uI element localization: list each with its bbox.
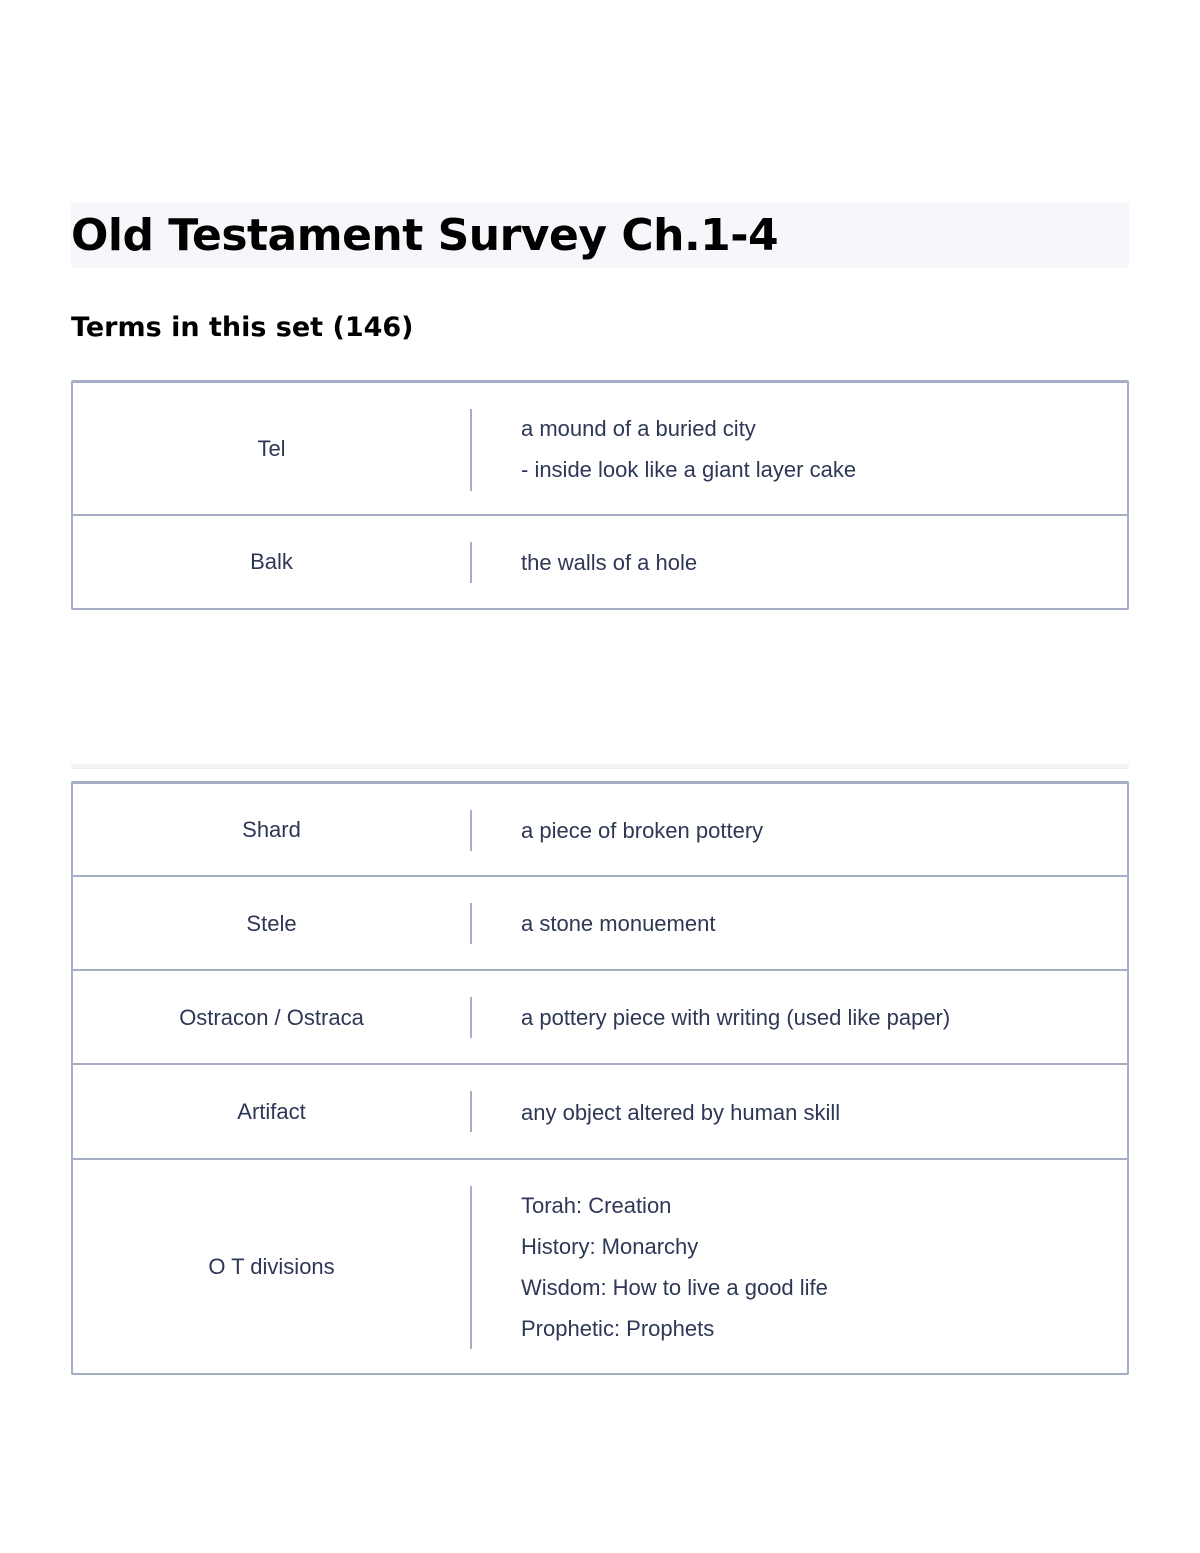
term-card [71,380,1129,516]
definition-line: Wisdom: How to live a good life [521,1274,828,1300]
definition-line: any object altered by human skill [521,1099,841,1125]
card-definition [521,1160,1107,1373]
card-divider [470,542,472,583]
definition-line: the walls of a hole [521,549,698,575]
definition-line: a piece of broken pottery [521,817,764,843]
term-card [71,514,1129,610]
terms-count-heading: Terms in this set (146) [71,312,414,343]
definition-line: Prophetic: Prophets [521,1315,715,1341]
term-card [71,781,1129,878]
page-separator [71,764,1129,769]
term-card [71,1063,1129,1161]
card-definition [521,383,1107,514]
definition-line: a mound of a buried city [521,415,756,441]
card-term: Shard [242,817,301,842]
card-definition [521,877,1107,970]
card-definition [521,784,1107,876]
card-divider [470,903,472,944]
card-term: Ostracon / Ostraca [179,1004,364,1030]
term-card [71,1158,1129,1375]
page-title: Old Testament Survey Ch.1-4 [71,210,779,261]
definition-line: - inside look like a giant layer cake [521,456,857,482]
card-divider [470,1091,472,1132]
definition-line: Torah: Creation [521,1192,672,1218]
term-card [71,875,1129,972]
card-term: Stele [246,910,297,936]
definition-line: a stone monuement [521,911,716,936]
card-definition [521,516,1107,608]
card-term: Artifact [237,1099,306,1124]
card-definition [521,971,1107,1064]
card-divider [470,409,472,491]
card-divider [470,810,472,851]
card-divider [470,1186,472,1349]
term-card [71,969,1129,1066]
card-definition [521,1065,1107,1159]
card-term: O T divisions [208,1253,335,1279]
card-term: Tel [257,435,286,461]
card-divider [470,997,472,1038]
definition-line: a pottery piece with writing (used like paper) [521,1005,951,1030]
definition-line: History: Monarchy [521,1233,699,1259]
card-term: Balk [250,549,293,574]
